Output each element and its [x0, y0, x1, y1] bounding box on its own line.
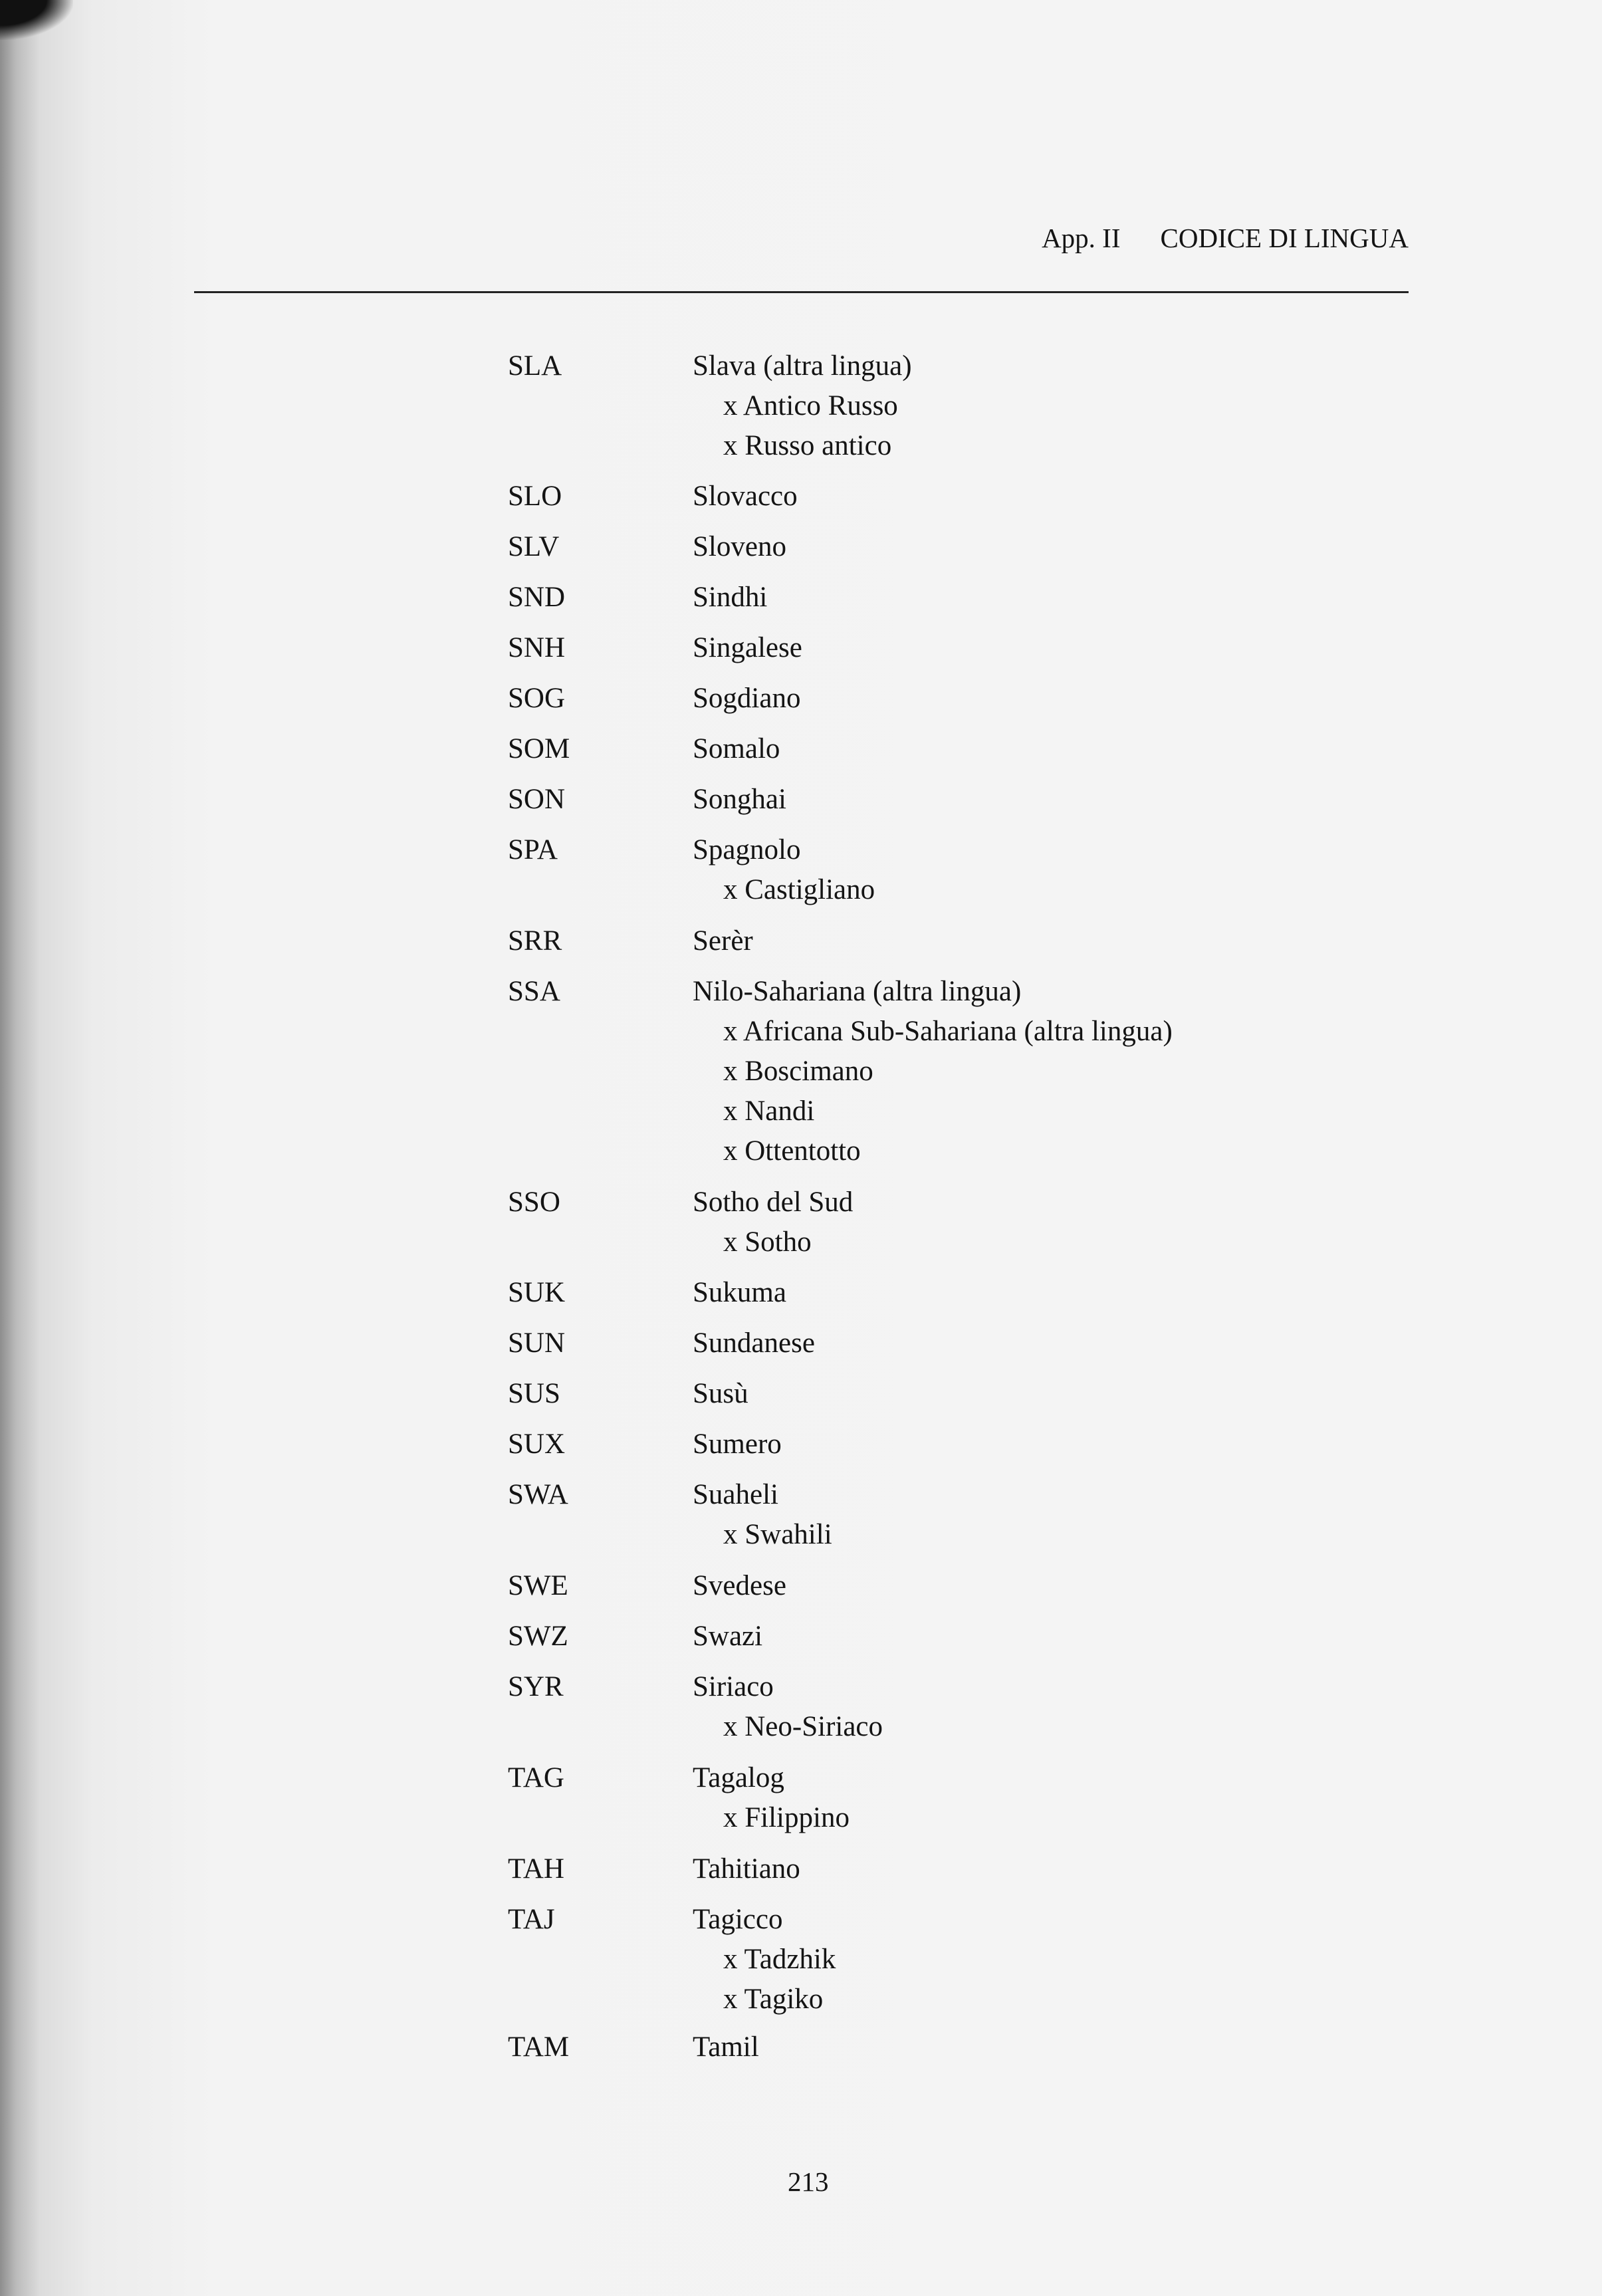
- language-name: Slovacco: [693, 481, 798, 512]
- language-code: SRR: [508, 925, 562, 957]
- language-alternate-name: x Castigliano: [723, 874, 875, 905]
- language-name: Nilo-Sahariana (altra lingua): [693, 976, 1022, 1007]
- language-alternate-name: x Boscimano: [723, 1056, 873, 1087]
- language-alternate-name: x Ottentotto: [723, 1135, 861, 1167]
- language-alternate-name: x Antico Russo: [723, 390, 898, 421]
- language-name: Tagalog: [693, 1762, 784, 1793]
- language-name: Sindhi: [693, 582, 768, 613]
- language-name: Sukuma: [693, 1277, 786, 1308]
- language-code: SYR: [508, 1671, 564, 1702]
- language-name: Slava (altra lingua): [693, 350, 912, 382]
- language-name: Swazi: [693, 1621, 763, 1652]
- language-alternate-name: x Swahili: [723, 1519, 832, 1550]
- language-alternate-name: x Africana Sub-Sahariana (altra lingua): [723, 1016, 1173, 1047]
- language-code: SOG: [508, 683, 566, 714]
- language-alternate-name: x Neo-Siriaco: [723, 1711, 883, 1742]
- language-name: Sotho del Sud: [693, 1187, 854, 1218]
- language-code: SUK: [508, 1277, 566, 1308]
- page-number: 213: [788, 2166, 829, 2197]
- language-name: Sumero: [693, 1429, 782, 1460]
- language-name: Svedese: [693, 1570, 786, 1601]
- language-code: SON: [508, 784, 566, 815]
- language-alternate-name: x Nandi: [723, 1095, 815, 1127]
- language-name: Songhai: [693, 784, 786, 815]
- language-code: SOM: [508, 733, 570, 764]
- language-code: SLA: [508, 350, 562, 382]
- language-code: SSA: [508, 976, 560, 1007]
- language-code: TAJ: [508, 1904, 555, 1935]
- language-code: SUS: [508, 1378, 560, 1409]
- language-alternate-name: x Tagiko: [723, 1984, 824, 2015]
- language-code: TAG: [508, 1762, 564, 1793]
- header-section: App. II: [1042, 223, 1121, 253]
- language-name: Suaheli: [693, 1479, 778, 1510]
- language-alternate-name: x Russo antico: [723, 430, 892, 461]
- language-code: SSO: [508, 1187, 560, 1218]
- language-code: SPA: [508, 834, 558, 865]
- language-code: SLV: [508, 531, 560, 562]
- language-name: Singalese: [693, 632, 802, 663]
- language-code: SWZ: [508, 1621, 568, 1652]
- language-name: Tahitiano: [693, 1853, 800, 1885]
- language-code: SLO: [508, 481, 562, 512]
- language-code: SWA: [508, 1479, 568, 1510]
- language-alternate-name: x Sotho: [723, 1226, 812, 1258]
- language-alternate-name: x Filippino: [723, 1802, 850, 1833]
- language-code: SWE: [508, 1570, 568, 1601]
- language-name: Sogdiano: [693, 683, 801, 714]
- language-code: SND: [508, 582, 566, 613]
- language-name: Somalo: [693, 733, 780, 764]
- header-title: CODICE DI LINGUA: [1160, 223, 1409, 253]
- language-name: Tagicco: [693, 1904, 783, 1935]
- language-code: SNH: [508, 632, 566, 663]
- language-name: Spagnolo: [693, 834, 801, 865]
- language-name: Tamil: [693, 2031, 759, 2063]
- language-code: SUN: [508, 1327, 566, 1359]
- language-code: SUX: [508, 1429, 566, 1460]
- language-code: TAM: [508, 2031, 570, 2063]
- language-name: Sloveno: [693, 531, 786, 562]
- language-name: Siriaco: [693, 1671, 774, 1702]
- language-alternate-name: x Tadzhik: [723, 1944, 836, 1975]
- language-name: Sundanese: [693, 1327, 815, 1359]
- language-code: TAH: [508, 1853, 564, 1885]
- language-name: Serèr: [693, 925, 753, 957]
- language-name: Susù: [693, 1378, 748, 1409]
